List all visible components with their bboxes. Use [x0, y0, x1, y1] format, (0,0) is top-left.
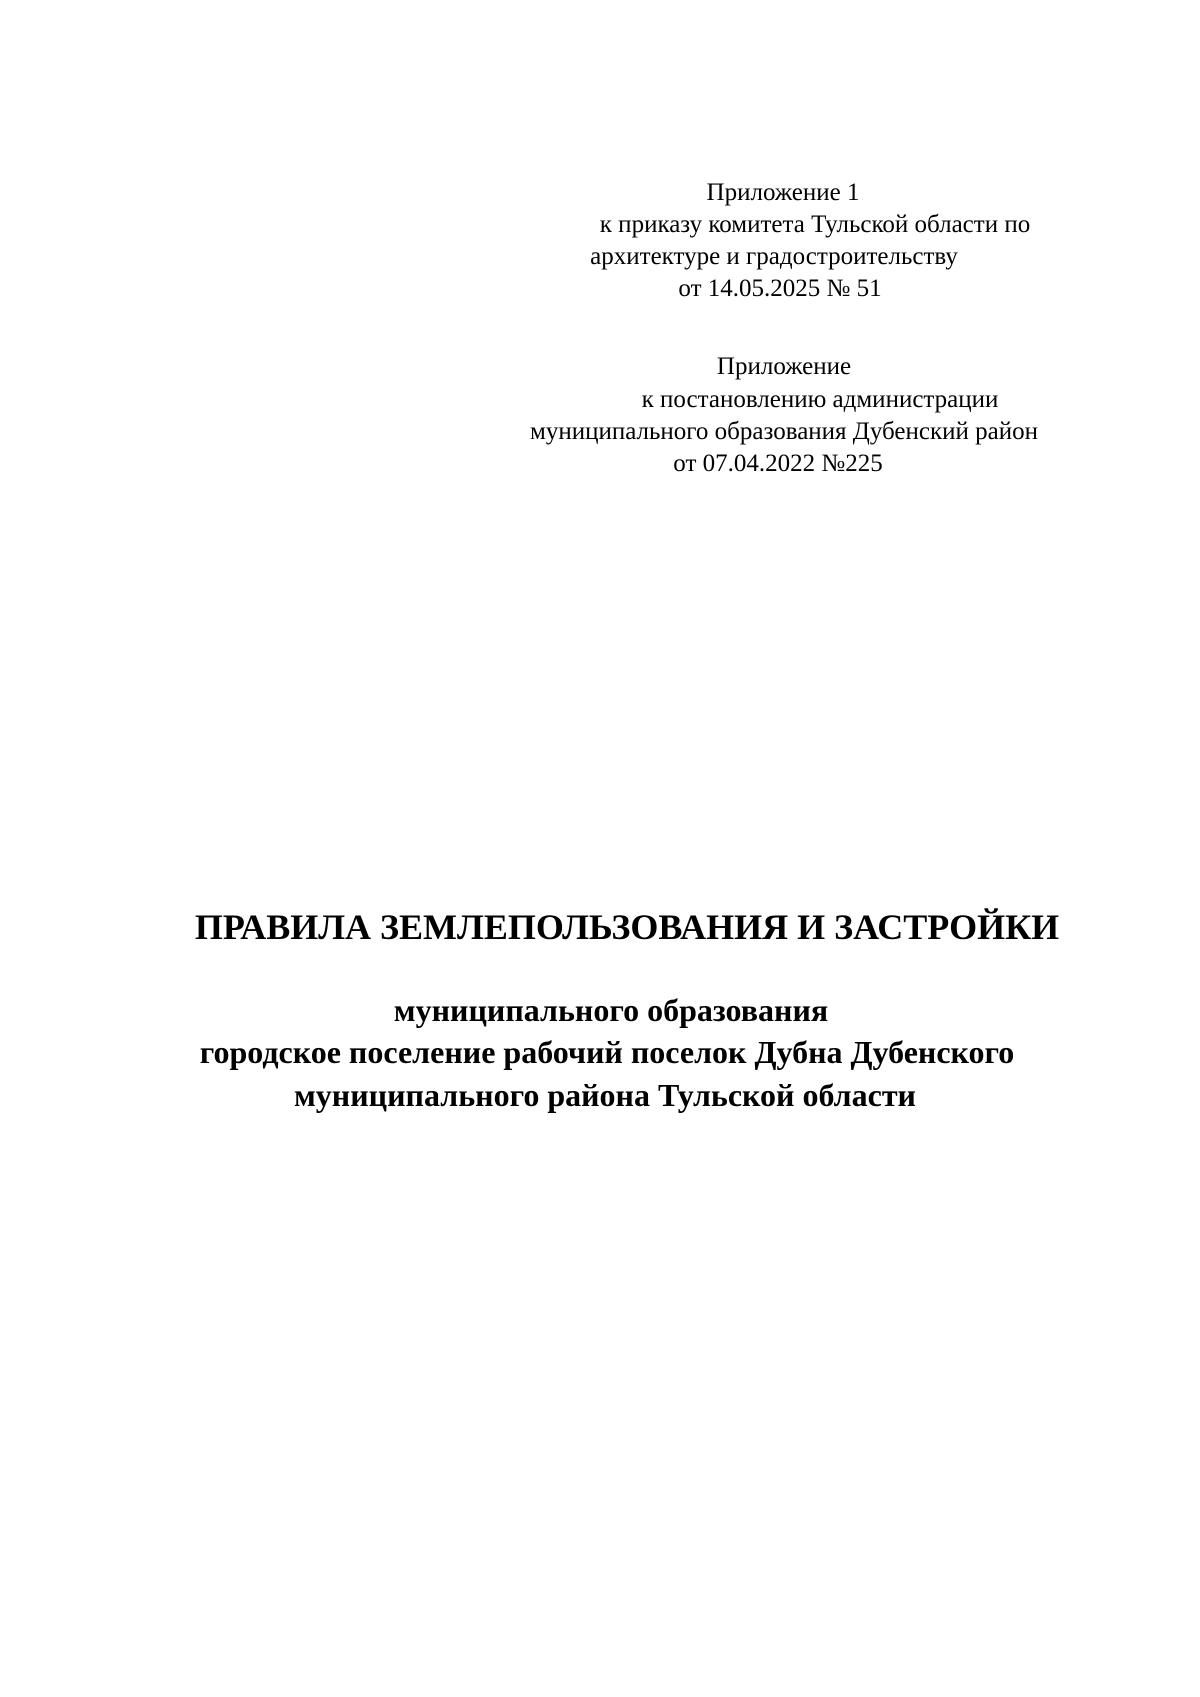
appendix-1-heading: Приложение 1: [706, 179, 860, 206]
document-subtitle-line-3: муниципального района Тульской области: [294, 1077, 916, 1113]
document-subtitle-line-1: муниципального образования: [393, 992, 829, 1028]
appendix-1-committee: архитектуре и градостроительству: [590, 243, 958, 270]
appendix-2-date-number: от 07.04.2022 №225: [673, 450, 883, 477]
document-subtitle-line-2: городское поселение рабочий поселок Дубна Дубенского: [199, 1034, 1015, 1070]
document-title: ПРАВИЛА ЗЕМЛЕПОЛЬЗОВАНИЯ И ЗАСТРОЙКИ: [194, 907, 1060, 947]
appendix-2-heading: Приложение: [716, 353, 852, 380]
appendix-1-order-ref: к приказу комитета Тульской области по: [599, 211, 1031, 238]
appendix-2-municipality: муниципального образования Дубенский район: [530, 418, 1038, 445]
appendix-2-resolution-ref: к постановлению администрации: [641, 386, 999, 413]
appendix-1-date-number: от 14.05.2025 № 51: [678, 275, 882, 302]
